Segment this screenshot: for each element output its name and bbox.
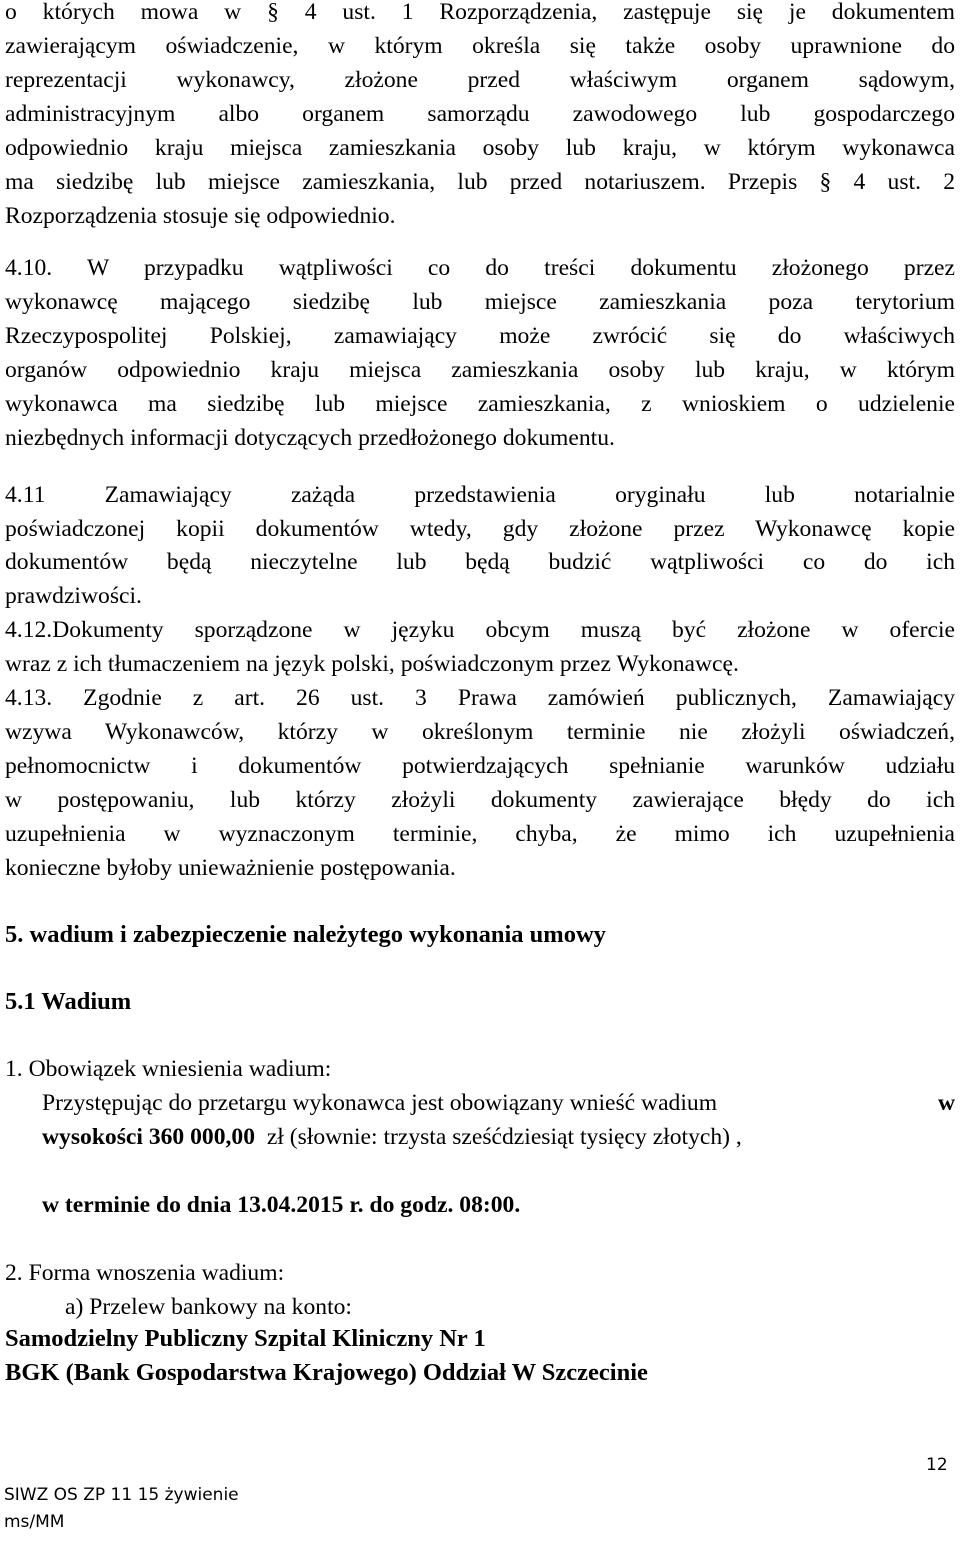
text-line: wraz z ich tłumaczeniem na język polski, poświadczonym przez Wykonawcę. — [5, 651, 739, 677]
text-line: 4.11 Zamawiający zażąda przedstawienia oryginału lub notarialnie — [5, 482, 955, 508]
wadium-amount: wysokości 360 000,00 — [42, 1124, 256, 1150]
text-line: o których mowa w § 4 ust. 1 Rozporządzenia, zastępuje się je dokumentem — [5, 0, 955, 25]
text-line: wykonawca ma siedzibę lub miejsce zamieszkania, z wnioskiem o udzielenie — [5, 391, 955, 417]
text-line: reprezentacji wykonawcy, złożone przed właściwym organem sądowym, — [5, 67, 955, 93]
text-line: Rozporządzenia stosuje się odpowiednio. — [5, 203, 396, 229]
item-title: 2. Forma wnoszenia wadium: — [5, 1260, 285, 1286]
text-line: poświadczonej kopii dokumentów wtedy, gdy złożone przez Wykonawcę kopie — [5, 516, 955, 542]
text-line: uzupełnienia w wyznaczonym terminie, chyba, że mimo ich uzupełnienia — [5, 821, 955, 847]
item-title: 1. Obowiązek wniesienia wadium: — [5, 1056, 332, 1082]
text-line: niezbędnych informacji dotyczących przedłożonego dokumentu. — [5, 425, 615, 451]
wadium-sentence: Przystępując do przetargu wykonawca jest obowiązany wnieść wadium — [42, 1090, 718, 1116]
text-line: pełnomocnictw i dokumentów potwierdzających spełnianie warunków udziału — [5, 753, 955, 779]
page-number: 12 — [926, 1455, 948, 1475]
wadium-sentence-end: w — [937, 1090, 955, 1116]
text-line: administracyjnym albo organem samorządu zawodowego lub gospodarczego — [5, 101, 955, 127]
text-line — [42, 1120, 955, 1154]
text-line: 4.12.Dokumenty sporządzone w języku obcym muszą być złożone w ofercie — [5, 617, 955, 643]
bank-name: Samodzielny Publiczny Szpital Kliniczny Nr 1 — [5, 1325, 486, 1352]
bank-branch: BGK (Bank Gospodarstwa Krajowego) Oddział W Szczecinie — [5, 1359, 648, 1386]
text-line — [42, 1086, 955, 1120]
subsection-heading: 5.1 Wadium — [5, 988, 132, 1015]
text-line: wzywa Wykonawców, którzy w określonym terminie nie złożyli oświadczeń, — [5, 719, 955, 745]
document-reference: SIWZ OS ZP 11 15 żywienie — [4, 1485, 239, 1505]
text-line: 4.13. Zgodnie z art. 26 ust. 3 Prawa zamówień publicznych, Zamawiający — [5, 685, 955, 711]
text-line: konieczne byłoby unieważnienie postępowania. — [5, 855, 456, 881]
text-line: wykonawcę mającego siedzibę lub miejsce zamieszkania poza terytorium — [5, 289, 955, 315]
text-line: w postępowaniu, lub którzy złożyli dokumenty zawierające błędy do ich — [5, 787, 955, 813]
section-heading: 5. wadium i zabezpieczenie należytego wykonania umowy — [5, 921, 606, 948]
text-line: prawdziwości. — [5, 583, 142, 609]
text-line: Rzeczypospolitej Polskiej, zamawiający może zwrócić się do właściwych — [5, 323, 955, 349]
text-line: odpowiednio kraju miejsca zamieszkania osoby lub kraju, w którym wykonawca — [5, 135, 955, 161]
text-line: organów odpowiednio kraju miejsca zamieszkania osoby lub kraju, w którym — [5, 357, 955, 383]
author-initials: ms/MM — [4, 1512, 65, 1532]
wadium-deadline: w terminie do dnia 13.04.2015 r. do godz. 08:00. — [42, 1192, 521, 1218]
sub-item-a: a) Przelew bankowy na konto: — [65, 1294, 352, 1320]
wadium-amount-words: zł (słownie: trzysta sześćdziesiąt tysięcy złotych) , — [266, 1124, 742, 1150]
text-line: zawierającym oświadczenie, w którym określa się także osoby uprawnione do — [5, 33, 955, 59]
text-line: 4.10. W przypadku wątpliwości co do treści dokumentu złożonego przez — [5, 255, 955, 281]
text-line: dokumentów będą nieczytelne lub będą budzić wątpliwości co do ich — [5, 549, 955, 575]
text-line: ma siedzibę lub miejsce zamieszkania, lub przed notariuszem. Przepis § 4 ust. 2 — [5, 169, 955, 195]
